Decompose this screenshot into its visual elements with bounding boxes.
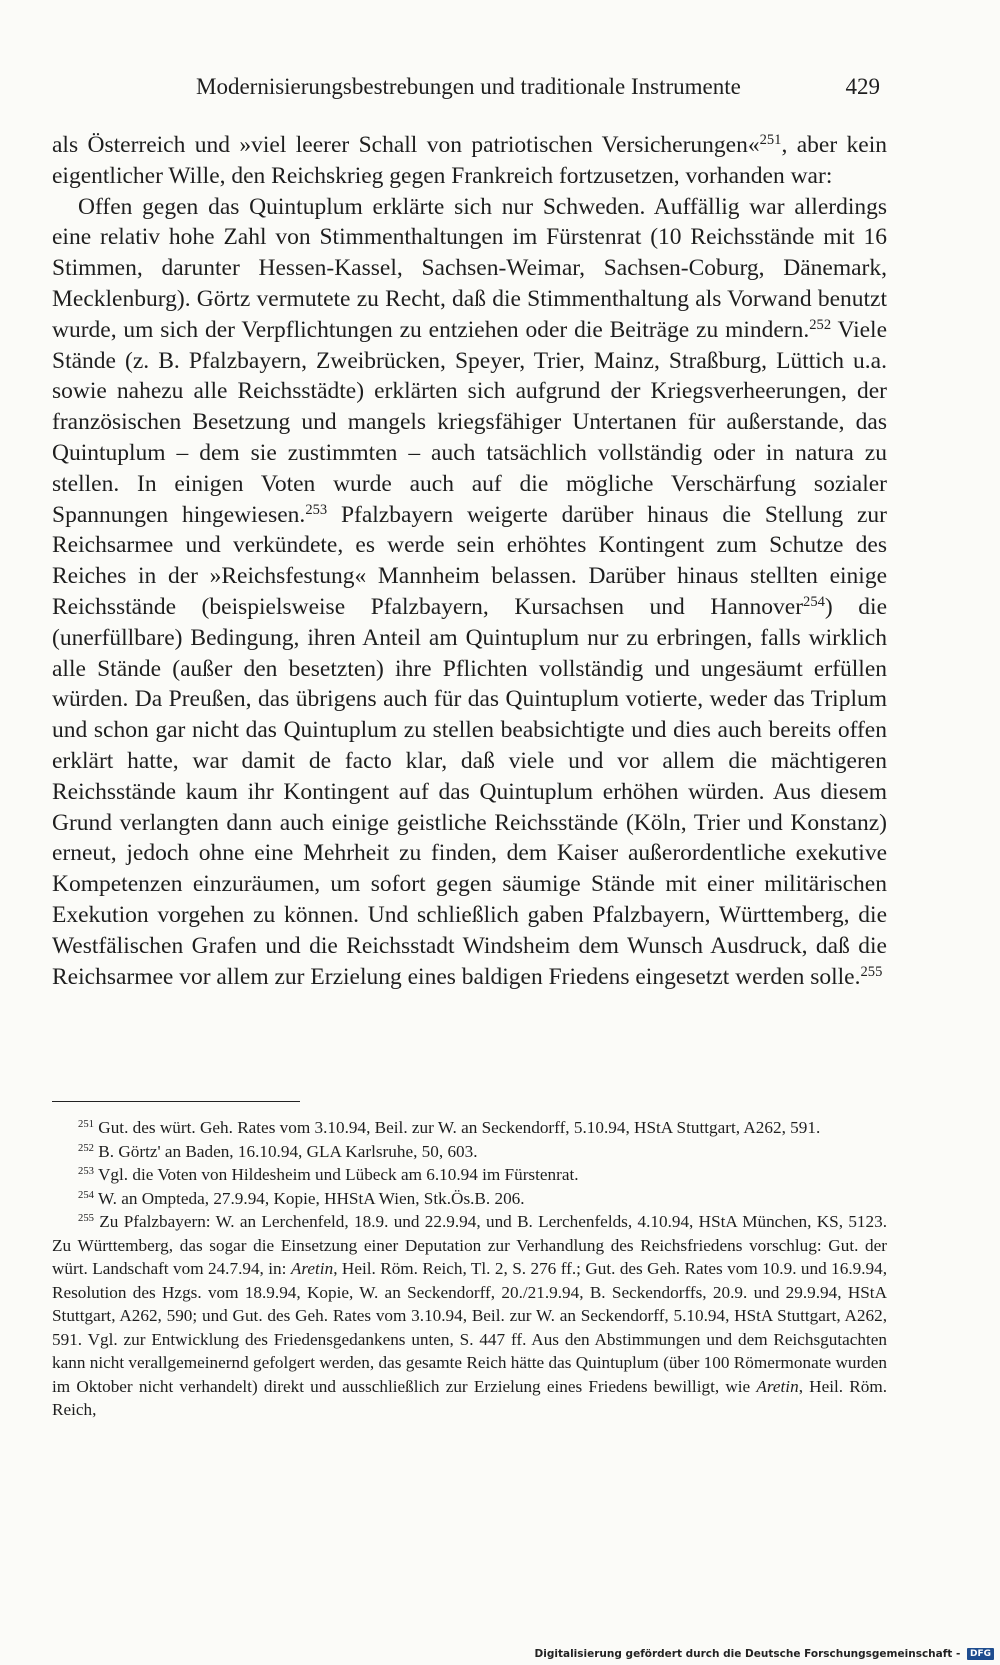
text-run: Pfalzbayern weigerte darüber hinaus die Stellung zur Reichsarmee und verkündete, es werde sein erhöhtes Kontingent zum Schutze des Reiches in der »Reichsfestung« Mannheim belassen. Darüber hinaus stellten einige Reichsstände (beispielsweise Pfalzbayern, Kursachsen und Hannover <box>52 501 887 620</box>
footnote-255 <box>52 1210 887 1422</box>
text-run: als Österreich und »viel leerer Schall von patriotischen Versicherungen« <box>52 132 760 158</box>
paragraph-2 <box>52 192 887 993</box>
footnote-number: 253 <box>78 1166 94 1178</box>
footnote-text: Zu Pfalzbayern: W. an Lerchenfeld, 18.9. und 22.9.94, und B. Lerchenfelds, 4.10.94, HStA München, KS, 5123. Zu Württemberg, das sogar die Einsetzung einer Deputation zur Verhandlung des Reichsfriedens vorschlug: Gut. der würt. Landschaft vom 24.7.94, in: <box>52 1212 887 1278</box>
footnote-text: , Heil. Röm. Reich, Tl. 2, S. 276 ff.; Gut. des Geh. Rates vom 10.9. und 16.9.94, Resolution des Hzgs. vom 18.9.94, Kopie, W. an Seckendorff, 20./21.9.94, B. Seckendorffs, 20.9. und 29.9.94, HStA Stuttgart, A262, 590; und Gut. des Geh. Rates vom 3.10.94, Beil. zur W. an Seckendorff, 5.10.94, HStA Stuttgart, A262, 591. Vgl. zur Entwicklung des Friedensgedankens unten, S. 447 ff. Aus den Abstimmungen und dem Reichsgutachten kann nicht verallgemeinernd gefolgert werden, das gesamte Reich hätte das Quintuplum (über 100 Römermonate wurden im Oktober nicht verhandelt) direkt und ausschließlich zur Erzielung eines Friedens bewilligt, wie <box>52 1259 887 1396</box>
footnotes <box>52 1116 887 1422</box>
running-header <box>196 74 880 106</box>
body-text <box>52 130 887 992</box>
text-run: ) die (unerfüllbare) Bedingung, ihren Anteil am Quintuplum nur zu erbringen, falls wirklich alle Stände (außer den besetzten) ihre Pflichten vollständig und ungesäumt erfüllen würden. Da Preußen, das übrigens auch für das Quintuplum votierte, weder das Triplum und schon gar nicht das Quintuplum zu stellen beabsichtigte und dies auch bereits offen erklärt hatte, war damit de facto klar, daß viele und vor allem die mächtigeren Reichsstände kaum ihr Kontingent auf das Quintuplum erhöhen würden. Aus diesem Grund verlangten dann auch einige geistliche Reichsstände (Köln, Trier und Konstanz) erneut, jedoch ohne eine Mehrheit zu finden, dem Kaiser außerordentliche exekutive Kompetenzen einzuräumen, um sofort gegen säumige Stände mit einer militärischen Exekution vorgehen zu können. Und schließlich gaben Pfalzbayern, Württemberg, die Westfälischen Grafen und die Reichsstadt Windsheim dem Wunsch Ausdruck, daß die Reichsarmee vor allem zur Erzielung eines baldigen Friedens eingesetzt werden solle. <box>52 593 887 990</box>
digitization-credit <box>535 1648 994 1660</box>
footnote-ref-251[interactable]: 251 <box>759 132 782 148</box>
footnote-254 <box>52 1187 887 1211</box>
footnote-252 <box>52 1140 887 1164</box>
footnote-text: , Heil. Röm. Reich, <box>52 1376 887 1419</box>
paragraph-1 <box>52 130 887 192</box>
dfg-logo: DFG <box>967 1648 994 1660</box>
author-citation: Aretin <box>756 1376 799 1396</box>
footnote-251 <box>52 1116 887 1140</box>
footnote-number: 252 <box>78 1142 94 1154</box>
footnote-ref-252[interactable]: 252 <box>809 316 832 333</box>
footnote-ref-253[interactable]: 253 <box>305 501 328 518</box>
running-head-title: Modernisierungsbestrebungen und traditionale Instrumente <box>196 74 741 99</box>
text-run: Viele Stände (z. B. Pfalzbayern, Zweibrücken, Speyer, Trier, Mainz, Straßburg, Lüttich u.a. sowie nahezu alle Reichsstädte) erklärten sich aufgrund der Kriegsverheerungen, der französischen Besetzung und mangels kriegsfähiger Untertanen für außerstande, das Quintuplum – dem sie zustimmten – auch tatsächlich vollständig oder in natura zu stellen. In einigen Voten wurde auch auf die mögliche Verschärfung sozialer Spannungen hingewiesen. <box>52 316 887 528</box>
footnote-text: B. Görtz' an Baden, 16.10.94, GLA Karlsruhe, 50, 603. <box>93 1141 478 1161</box>
footnote-separator <box>52 1101 300 1102</box>
footnote-253 <box>52 1163 887 1187</box>
footnote-ref-255[interactable]: 255 <box>860 963 883 980</box>
footnote-number: 254 <box>78 1189 94 1201</box>
footnote-text: Gut. des würt. Geh. Rates vom 3.10.94, Beil. zur W. an Seckendorff, 5.10.94, HStA Stuttgart, A262, 591. <box>93 1118 821 1137</box>
author-citation: Aretin <box>290 1259 334 1278</box>
footnote-number: 255 <box>78 1213 94 1225</box>
footnote-text: Vgl. die Voten von Hildesheim und Lübeck am 6.10.94 im Fürstenrat. <box>93 1165 579 1184</box>
credit-text: Digitalisierung gefördert durch die Deutsche Forschungsgemeinschaft - <box>534 1648 961 1660</box>
text-run: Offen gegen das Quintuplum erklärte sich nur Schweden. Auffällig war allerdings eine relativ hohe Zahl von Stimmenthaltungen im Fürstenrat (10 Reichsstände mit 16 Stimmen, darunter Hessen-Kassel, Sachsen-Weimar, Sachsen-Coburg, Dänemark, Mecklenburg). Görtz vermutete zu Recht, daß die Stimmenthaltung als Vorwand benutzt wurde, um sich der Verpflichtungen zu entziehen oder die Beiträge zu mindern. <box>52 193 887 343</box>
footnote-text: W. an Ompteda, 27.9.94, Kopie, HHStA Wien, Stk.Ös.B. 206. <box>93 1188 525 1208</box>
footnote-ref-254[interactable]: 254 <box>803 593 825 610</box>
footnote-number: 251 <box>78 1119 94 1131</box>
page-number: 429 <box>845 74 880 99</box>
text-run: , aber kein eigentlicher Wille, den Reichskrieg gegen Frankreich fortzusetzen, vorhanden war: <box>52 132 887 189</box>
